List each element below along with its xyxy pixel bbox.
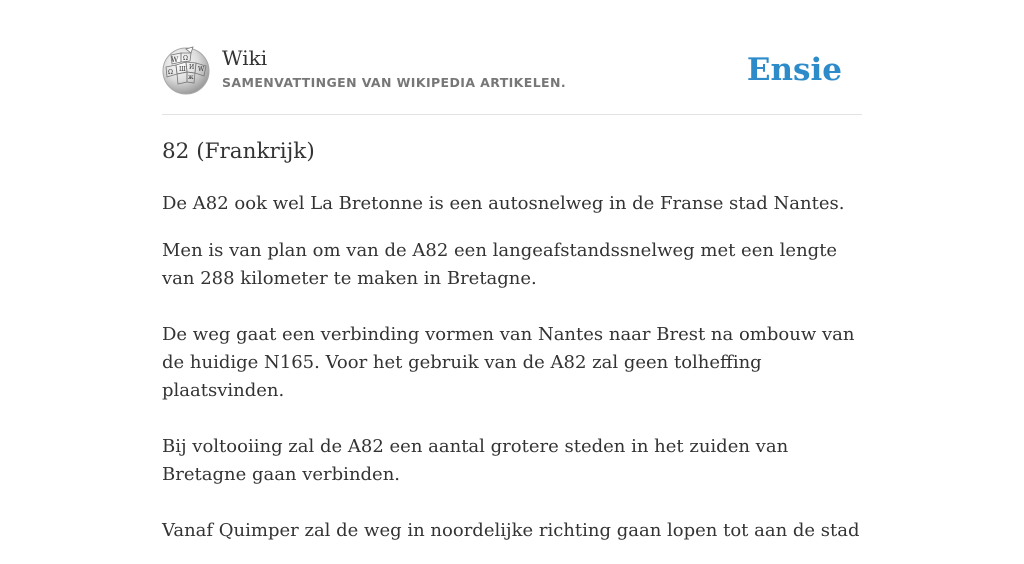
article-paragraph: Men is van plan om van de A82 een langeafstandssnelweg met een lengte van 288 kilometer te maken in Bretagne. [162,240,838,289]
article-title: 82 (Frankrijk) [162,139,315,164]
article-paragraph: De weg gaat een verbinding vormen van Nantes naar Brest na ombouw van de huidige N165. Voor het gebruik van de A82 zal geen tolheffing plaatsvinden. [162,324,855,401]
ensie-brand-logo[interactable]: Ensie [746,52,842,88]
svg-text:И: И [189,64,195,71]
svg-text:W: W [198,66,205,73]
svg-text:Ω: Ω [183,55,188,62]
site-name[interactable]: Wiki [222,46,268,70]
svg-text:Ω: Ω [168,69,173,76]
site-header [162,44,862,115]
article-content [162,190,872,564]
svg-text:W: W [171,56,179,64]
svg-text:Ш: Ш [179,66,186,73]
site-tagline: SAMENVATTINGEN VAN WIKIPEDIA ARTIKELEN. [222,75,567,90]
article-paragraph: Vanaf Quimper zal de weg in noordelijke richting gaan lopen tot aan de stad [162,520,860,541]
svg-text:ж: ж [188,74,194,81]
article-paragraph: Bij voltooiing zal de A82 een aantal grotere steden in het zuiden van Bretagne gaan verbinden. [162,436,789,485]
article-paragraph: De A82 ook wel La Bretonne is een autosnelweg in de Franse stad Nantes. [162,193,845,214]
wikipedia-globe-icon[interactable] [162,47,210,95]
